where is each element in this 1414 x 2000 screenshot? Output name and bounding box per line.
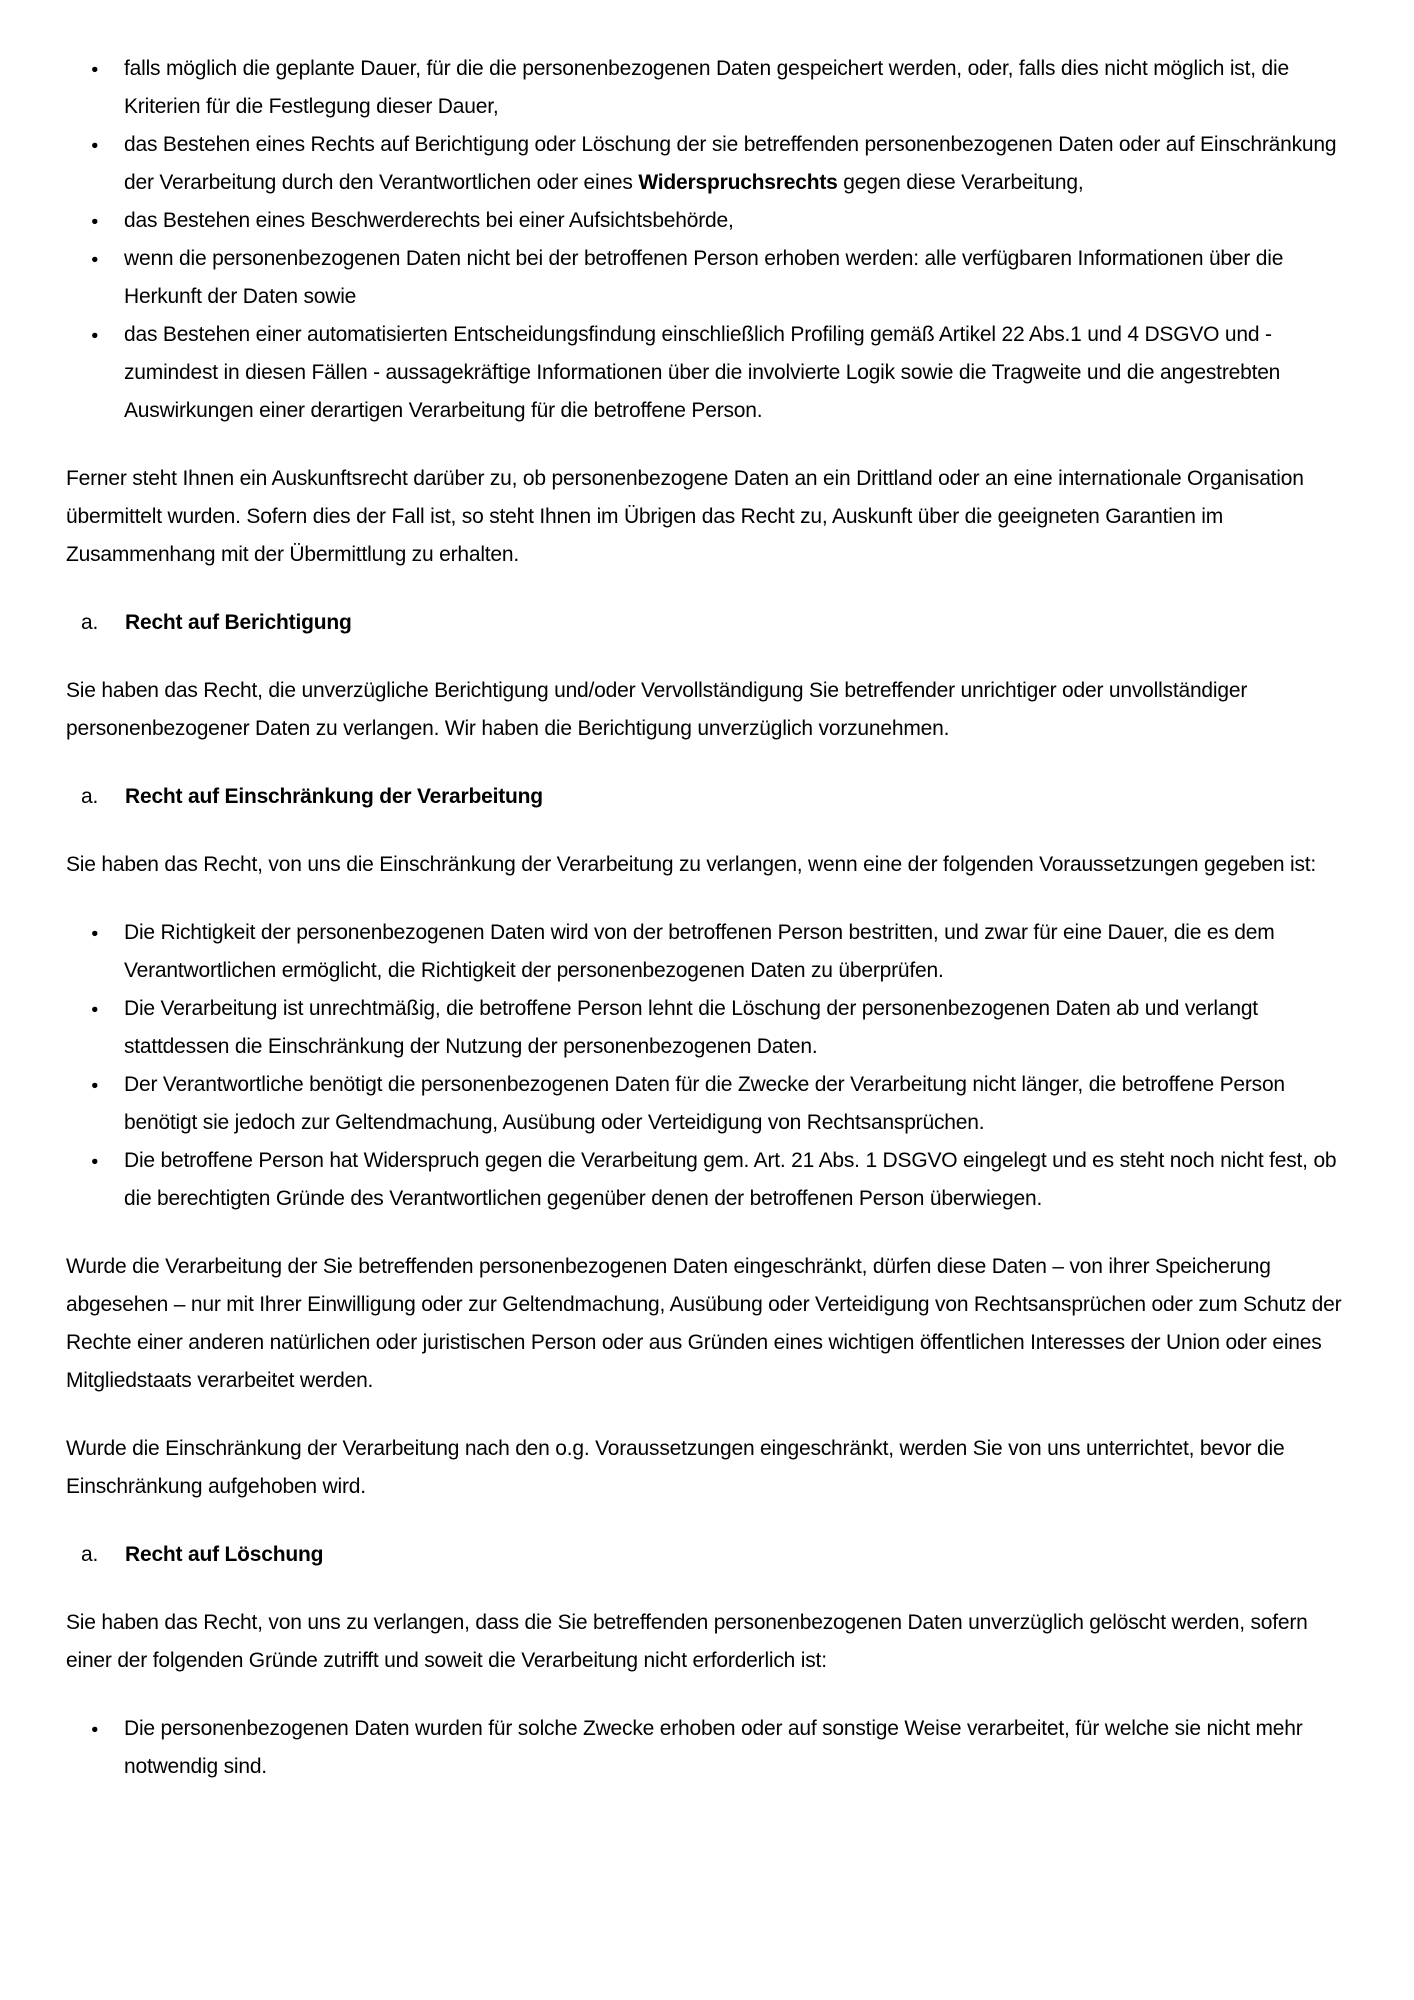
list-item-text: gegen diese Verarbeitung, (837, 171, 1084, 194)
bullet-list (66, 50, 1350, 430)
heading-label: Recht auf Berichtigung (125, 611, 352, 634)
paragraph: Sie haben das Recht, von uns die Einschränkung der Verarbeitung zu verlangen, wenn eine der folgenden Voraussetzungen gegeben ist: (66, 853, 1317, 876)
list-item (66, 914, 1350, 990)
list-item (66, 990, 1350, 1066)
section-heading (66, 1536, 1350, 1574)
paragraph: Wurde die Einschränkung der Verarbeitung nach den o.g. Voraussetzungen eingeschränkt, werden Sie von uns unterrichtet, bevor die Einschränkung aufgehoben wird. (66, 1437, 1285, 1498)
list-item-text: das Bestehen einer automatisierten Entscheidungsfindung einschließlich Profiling gemäß Artikel 22 Abs.1 und 4 DSGVO und - zumindest in diesen Fällen - aussagekräftige Informationen über die involvierte Logik sowie die Tragweite und die angestrebten Auswirkungen einer derartigen Verarbeitung für die betroffene Person. (124, 323, 1281, 422)
list-item (66, 1710, 1350, 1786)
heading-list-marker: a. (81, 785, 99, 808)
section-heading (66, 778, 1350, 816)
section-heading (66, 604, 1350, 642)
list-item-text: Die Richtigkeit der personenbezogenen Daten wird von der betroffenen Person bestritten, und zwar für eine Dauer, die es dem Verantwortlichen ermöglicht, die Richtigkeit der personenbezogenen Daten zu überprüfen. (124, 921, 1275, 982)
bullet-list (66, 914, 1350, 1218)
list-item (66, 240, 1350, 316)
list-item-text: Der Verantwortliche benötigt die personenbezogenen Daten für die Zwecke der Verarbeitung nicht länger, die betroffene Person benötigt sie jedoch zur Geltendmachung, Ausübung oder Verteidigung von Rechtsansprüchen. (124, 1073, 1285, 1134)
heading-label: Recht auf Löschung (125, 1543, 324, 1566)
list-item-text: wenn die personenbezogenen Daten nicht bei der betroffenen Person erhoben werden: alle verfügbaren Informationen über die Herkunft der Daten sowie (124, 247, 1284, 308)
bullet-icon: ● (91, 62, 99, 76)
list-item (66, 202, 1350, 240)
heading-list-marker: a. (81, 611, 99, 634)
list-item-text: Die betroffene Person hat Widerspruch gegen die Verarbeitung gem. Art. 21 Abs. 1 DSGVO eingelegt und es steht noch nicht fest, ob die berechtigten Gründe des Verantwortlichen gegenüber denen der betroffenen Person überwiegen. (124, 1149, 1337, 1210)
list-item-text: das Bestehen eines Beschwerderechts bei einer Aufsichtsbehörde, (124, 209, 734, 232)
bullet-icon: ● (91, 1078, 99, 1092)
heading-label: Recht auf Einschränkung der Verarbeitung (125, 785, 543, 808)
bullet-icon: ● (91, 1002, 99, 1016)
bullet-icon: ● (91, 926, 99, 940)
list-item (66, 316, 1350, 430)
bullet-icon: ● (91, 328, 99, 342)
bullet-icon: ● (91, 214, 99, 228)
paragraph: Wurde die Verarbeitung der Sie betreffenden personenbezogenen Daten eingeschränkt, dürfen diese Daten – von ihrer Speicherung abgesehen – nur mit Ihrer Einwilligung oder zur Geltendmachung, Ausübung oder Verteidigung von Rechtsansprüchen oder zum Schutz der Rechte einer anderen natürlichen oder juristischen Person oder aus Gründen eines wichtigen öffentlichen Interesses der Union oder eines Mitgliedstaats verarbeitet werden. (66, 1255, 1342, 1392)
list-item-text: das Bestehen eines Rechts auf Berichtigung oder Löschung der sie betreffenden personenbezogenen Daten oder auf Einschränkung der Verarbeitung durch den Verantwortlichen oder eines (124, 133, 1337, 194)
bullet-icon: ● (91, 1722, 99, 1736)
bullet-list (66, 1710, 1350, 1786)
heading-list-marker: a. (81, 1543, 99, 1566)
bullet-icon: ● (91, 252, 99, 266)
paragraph: Sie haben das Recht, die unverzügliche Berichtigung und/oder Vervollständigung Sie betreffender unrichtiger oder unvollständiger personenbezogener Daten zu verlangen. Wir haben die Berichtigung unverzüglich vorzunehmen. (66, 679, 1248, 740)
bullet-icon: ● (91, 138, 99, 152)
paragraph: Sie haben das Recht, von uns zu verlangen, dass die Sie betreffenden personenbezogenen Daten unverzüglich gelöscht werden, sofern einer der folgenden Gründe zutrifft und soweit die Verarbeitung nicht erforderlich ist: (66, 1611, 1308, 1672)
bullet-icon: ● (91, 1154, 99, 1168)
list-item-text: falls möglich die geplante Dauer, für die die personenbezogenen Daten gespeichert werden, oder, falls dies nicht möglich ist, die Kriterien für die Festlegung dieser Dauer, (124, 57, 1289, 118)
list-item-bold-text: Widerspruchsrechts (638, 171, 838, 194)
paragraph: Ferner steht Ihnen ein Auskunftsrecht darüber zu, ob personenbezogene Daten an ein Drittland oder an eine internationale Organisation übermittelt wurden. Sofern dies der Fall ist, so steht Ihnen im Übrigen das Recht zu, Auskunft über die geeigneten Garantien im Zusammenhang mit der Übermittlung zu erhalten. (66, 467, 1304, 566)
list-item (66, 50, 1350, 126)
list-item (66, 1142, 1350, 1218)
list-item-text: Die personenbezogenen Daten wurden für solche Zwecke erhoben oder auf sonstige Weise verarbeitet, für welche sie nicht mehr notwendig sind. (124, 1717, 1303, 1778)
list-item (66, 1066, 1350, 1142)
list-item-text: Die Verarbeitung ist unrechtmäßig, die betroffene Person lehnt die Löschung der personenbezogenen Daten ab und verlangt stattdessen die Einschränkung der Nutzung der personenbezogenen Daten. (124, 997, 1258, 1058)
list-item (66, 126, 1350, 202)
